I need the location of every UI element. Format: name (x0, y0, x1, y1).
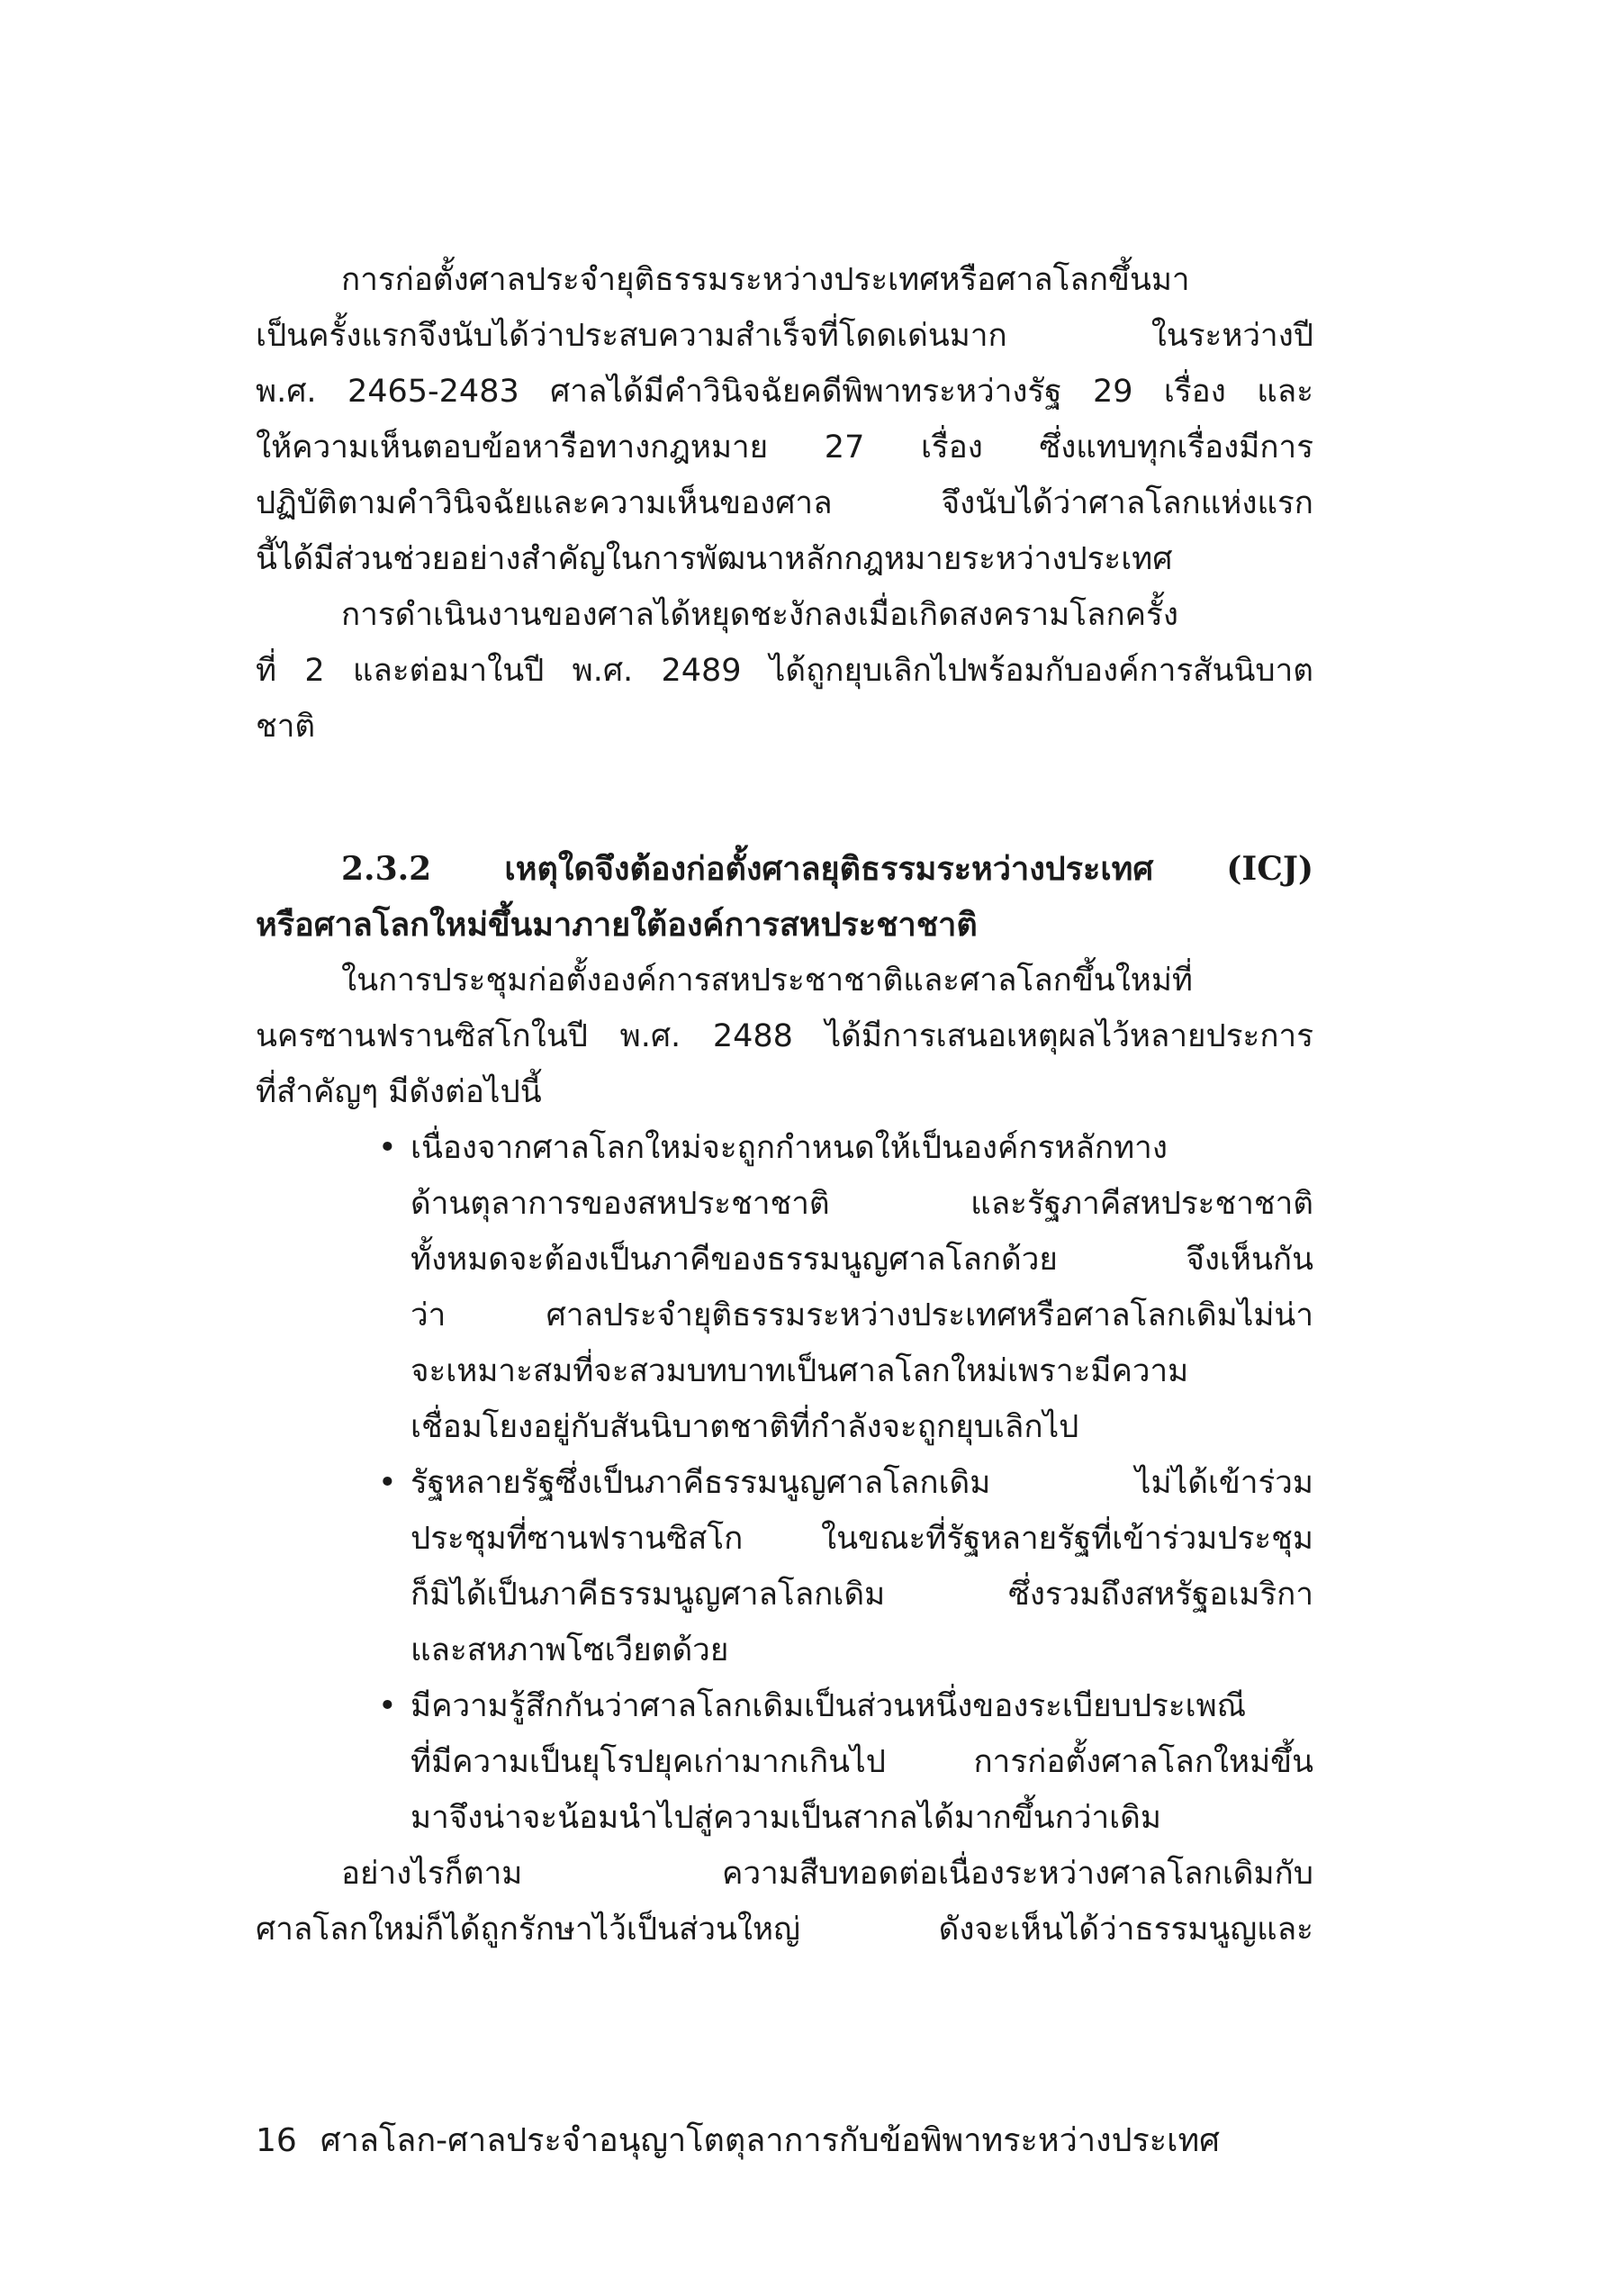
text-line: อย่างไรก็ตาม ความสืบทอดต่อเนื่องระหว่างศาลโลกเดิมกับ (341, 1856, 1313, 1892)
heading-line: หรือศาลโลกใหม่ขึ้นมาภายใต้องค์การสหประชาชาติ (256, 906, 978, 944)
text-line: มีความรู้สึกกันว่าศาลโลกเดิมเป็นส่วนหนึ่งของระเบียบประเพณี (411, 1688, 1247, 1724)
paragraph-4 (256, 1846, 1313, 1957)
text-line: ที่สำคัญๆ มีดังต่อไปนี้ (256, 1074, 542, 1110)
bullet-icon: • (378, 1465, 397, 1501)
text-line: เชื่อมโยงอยู่กับสันนิบาตชาติที่กำลังจะถูกยุบเลิกไป (411, 1409, 1079, 1445)
text-line: ก็มิได้เป็นภาคีธรรมนูญศาลโลกเดิม ซึ่งรวมถึงสหรัฐอเมริกา (411, 1577, 1313, 1613)
text-line: ให้ความเห็นตอบข้อหารือทางกฎหมาย 27 เรื่อง ซึ่งแทบทุกเรื่องมีการ (256, 429, 1313, 466)
running-title: ศาลโลก-ศาลประจำอนุญาโตตุลาการกับข้อพิพาทระหว่างประเทศ (320, 2122, 1221, 2159)
bullet-item-2 (378, 1455, 1313, 1678)
text-line: มาจึงน่าจะน้อมนำไปสู่ความเป็นสากลได้มากขึ้นกว่าเดิม (411, 1800, 1161, 1836)
paragraph-2 (256, 587, 1313, 755)
text-line: พ.ศ. 2465-2483 ศาลได้มีคำวินิจฉัยคดีพิพาทระหว่างรัฐ 29 เรื่อง และ (256, 374, 1313, 410)
text-line: ทั้งหมดจะต้องเป็นภาคีของธรรมนูญศาลโลกด้วย จึงเห็นกัน (411, 1242, 1313, 1278)
text-line: นี้ได้มีส่วนช่วยอย่างสำคัญในการพัฒนาหลักกฎหมายระหว่างประเทศ (256, 541, 1173, 577)
section-heading (256, 841, 1313, 953)
text-line: ปฏิบัติตามคำวินิจฉัยและความเห็นของศาล จึงนับได้ว่าศาลโลกแห่งแรก (256, 485, 1313, 521)
page-footer (256, 2114, 1313, 2168)
text-line: ศาลโลกใหม่ก็ได้ถูกรักษาไว้เป็นส่วนใหญ่ ดังจะเห็นได้ว่าธรรมนูญและ (256, 1912, 1313, 1948)
section-spacer (256, 755, 1313, 841)
text-line: เนื่องจากศาลโลกใหม่จะถูกกำหนดให้เป็นองค์กรหลักทาง (411, 1130, 1168, 1166)
bullet-item-3 (378, 1678, 1313, 1846)
heading-line: 2.3.2 เหตุใดจึงต้องก่อตั้งศาลยุติธรรมระหว่างประเทศ (ICJ) (341, 850, 1313, 888)
text-line: การก่อตั้งศาลประจำยุติธรรมระหว่างประเทศหรือศาลโลกขึ้นมา (341, 262, 1190, 298)
text-line: ด้านตุลาการของสหประชาชาติ และรัฐภาคีสหประชาชาติ (411, 1186, 1313, 1222)
paragraph-3 (256, 953, 1313, 1120)
body-text (256, 252, 1313, 1957)
text-line: ในการประชุมก่อตั้งองค์การสหประชาชาติและศาลโลกขึ้นใหม่ที่ (341, 963, 1194, 999)
text-line: ชาติ (256, 709, 316, 745)
text-line: รัฐหลายรัฐซึ่งเป็นภาคีธรรมนูญศาลโลกเดิม ไม่ได้เข้าร่วม (411, 1465, 1313, 1501)
text-line: จะเหมาะสมที่จะสวมบทบาทเป็นศาลโลกใหม่เพราะมีความ (411, 1353, 1189, 1389)
bullet-icon: • (378, 1688, 397, 1724)
text-line: นครซานฟรานซิสโกในปี พ.ศ. 2488 ได้มีการเสนอเหตุผลไว้หลายประการ (256, 1018, 1313, 1054)
bullet-icon: • (378, 1130, 397, 1166)
text-line: และสหภาพโซเวียตด้วย (411, 1632, 729, 1668)
bullet-item-1 (378, 1120, 1313, 1455)
paragraph-1 (256, 252, 1313, 587)
text-line: ประชุมที่ซานฟรานซิสโก ในขณะที่รัฐหลายรัฐที่เข้าร่วมประชุม (411, 1521, 1313, 1557)
bullet-list (256, 1120, 1313, 1846)
text-line: ที่ 2 และต่อมาในปี พ.ศ. 2489 ได้ถูกยุบเลิกไปพร้อมกับองค์การสันนิบาต (256, 653, 1313, 689)
text-line: การดำเนินงานของศาลได้หยุดชะงักลงเมื่อเกิดสงครามโลกครั้ง (341, 597, 1178, 633)
text-line: ว่า ศาลประจำยุติธรรมระหว่างประเทศหรือศาลโลกเดิมไม่น่า (411, 1297, 1313, 1333)
text-line: ที่มีความเป็นยุโรปยุคเก่ามากเกินไป การก่อตั้งศาลโลกใหม่ขึ้น (411, 1744, 1313, 1780)
page-number: 16 (256, 2122, 297, 2159)
text-line: เป็นครั้งแรกจึงนับได้ว่าประสบความสำเร็จที่โดดเด่นมาก ในระหว่างปี (256, 318, 1313, 354)
